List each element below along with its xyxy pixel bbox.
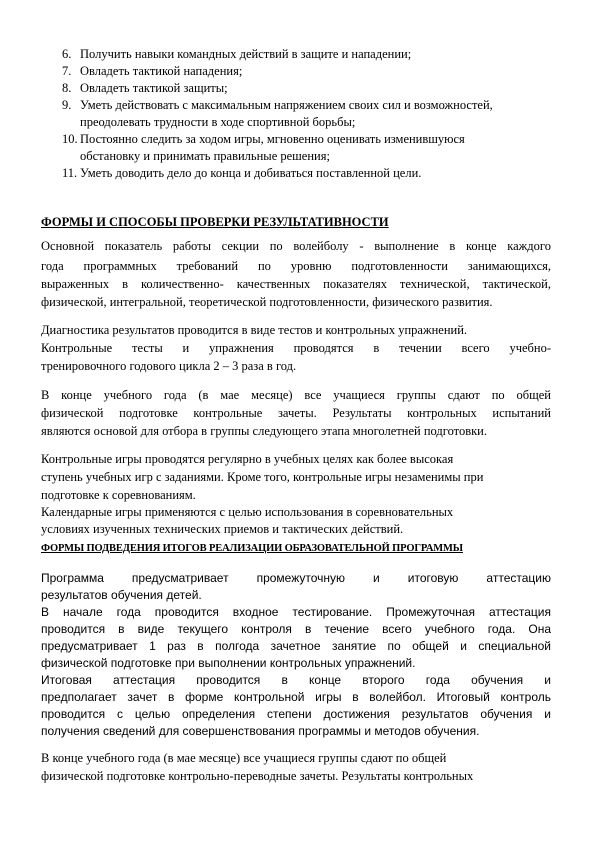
paragraph-line: физической, интегральной, теоретической подготовленности, физического развития. bbox=[41, 295, 493, 309]
paragraph-line: В конце учебного года (в мае месяце) все учащиеся группы сдают по общей bbox=[41, 751, 447, 765]
list-item-text: Овладеть тактикой нападения; bbox=[80, 64, 243, 78]
paragraph-line: получения сведений для совершенствования программы и методов обучения. bbox=[41, 724, 480, 738]
paragraph-line: результатов обучения детей. bbox=[41, 588, 202, 602]
list-item-number: 9. bbox=[62, 98, 72, 112]
list-item-text: преодолевать трудности в ходе спортивной борьбы; bbox=[80, 115, 356, 129]
list-item-text: Уметь доводить дело до конца и добиваться поставленной цели. bbox=[80, 166, 422, 180]
list-item-text: Получить навыки командных действий в защите и нападении; bbox=[80, 47, 412, 61]
list-item-number: 6. bbox=[62, 47, 72, 61]
paragraph-line: Календарные игры применяются с целью использования в соревновательных bbox=[41, 505, 454, 519]
list-item-text: Постоянно следить за ходом игры, мгновенно оценивать изменившуюся bbox=[80, 132, 465, 146]
paragraph-line: Диагностика результатов проводится в виде тестов и контрольных упражнений. bbox=[41, 323, 468, 337]
section-heading: ФОРМЫ ПОДВЕДЕНИЯ ИТОГОВ РЕАЛИЗАЦИИ ОБРАЗОВАТЕЛЬНОЙ ПРОГРАММЫ bbox=[41, 543, 463, 554]
list-item-text: Овладеть тактикой защиты; bbox=[80, 81, 228, 95]
list-item-number: 7. bbox=[62, 64, 72, 78]
section-heading: ФОРМЫ И СПОСОБЫ ПРОВЕРКИ РЕЗУЛЬТАТИВНОСТИ bbox=[41, 215, 389, 229]
list-item-text: обстановку и принимать правильные решения; bbox=[80, 149, 330, 163]
list-item-number: 8. bbox=[62, 81, 72, 95]
paragraph-line: физической подготовке при выполнении контрольных упражнений. bbox=[41, 656, 416, 670]
paragraph-line: выраженных в количественно- качественных показателях технической, тактической, bbox=[41, 277, 551, 291]
list-item-number: 11. bbox=[62, 166, 78, 180]
paragraph-line: проводится в виде текущего контроля в течение всего учебного года. Она bbox=[41, 622, 551, 636]
paragraph-line: Контрольные игры проводятся регулярно в учебных целях как более высокая bbox=[41, 452, 454, 466]
paragraph-line: В конце учебного года (в мае месяце) все учащиеся группы сдают по общей bbox=[41, 388, 551, 402]
paragraph-line: ступень учебных игр с заданиями. Кроме того, контрольные игры незаменимы при bbox=[41, 470, 484, 484]
paragraph-line: условиях изученных технических приемов и тактических действий. bbox=[41, 522, 404, 536]
paragraph-line: Контрольные тесты и упражнения проводятся в течении всего учебно- bbox=[41, 341, 551, 355]
paragraph-line: В начале года проводится входное тестирование. Промежуточная аттестация bbox=[41, 605, 551, 619]
paragraph-line: физической подготовке контрольные зачеты. Результаты контрольных испытаний bbox=[41, 406, 551, 420]
paragraph-line: Программа предусматривает промежуточную и итоговую аттестацию bbox=[41, 571, 551, 585]
paragraph-line: предусматривает 1 раз в полгода зачетное занятие по общей и специальной bbox=[41, 639, 551, 653]
paragraph-line: подготовке к соревнованиям. bbox=[41, 488, 196, 502]
paragraph-line: физической подготовке контрольно-переводные зачеты. Результаты контрольных bbox=[41, 769, 474, 783]
paragraph-line: года программных требований по уровню подготовленности занимающихся, bbox=[41, 259, 551, 273]
paragraph-line: проводится с целью определения степени достижения результатов обучения и bbox=[41, 707, 551, 721]
list-item-number: 10. bbox=[62, 132, 78, 146]
paragraph-line: Итоговая аттестация проводится в конце второго года обучения и bbox=[41, 673, 551, 687]
list-item-text: Уметь действовать с максимальным напряжением своих сил и возможностей, bbox=[80, 98, 493, 112]
paragraph-line: предполагает зачет в форме контрольной игры в волейбол. Итоговый контроль bbox=[41, 690, 551, 704]
paragraph-line: являются основой для отбора в группы следующего этапа многолетней подготовки. bbox=[41, 424, 487, 438]
paragraph-line: Основной показатель работы секции по волейболу - выполнение в конце каждого bbox=[41, 239, 551, 253]
paragraph-line: тренировочного годового цикла 2 – 3 раза в год. bbox=[41, 359, 297, 373]
